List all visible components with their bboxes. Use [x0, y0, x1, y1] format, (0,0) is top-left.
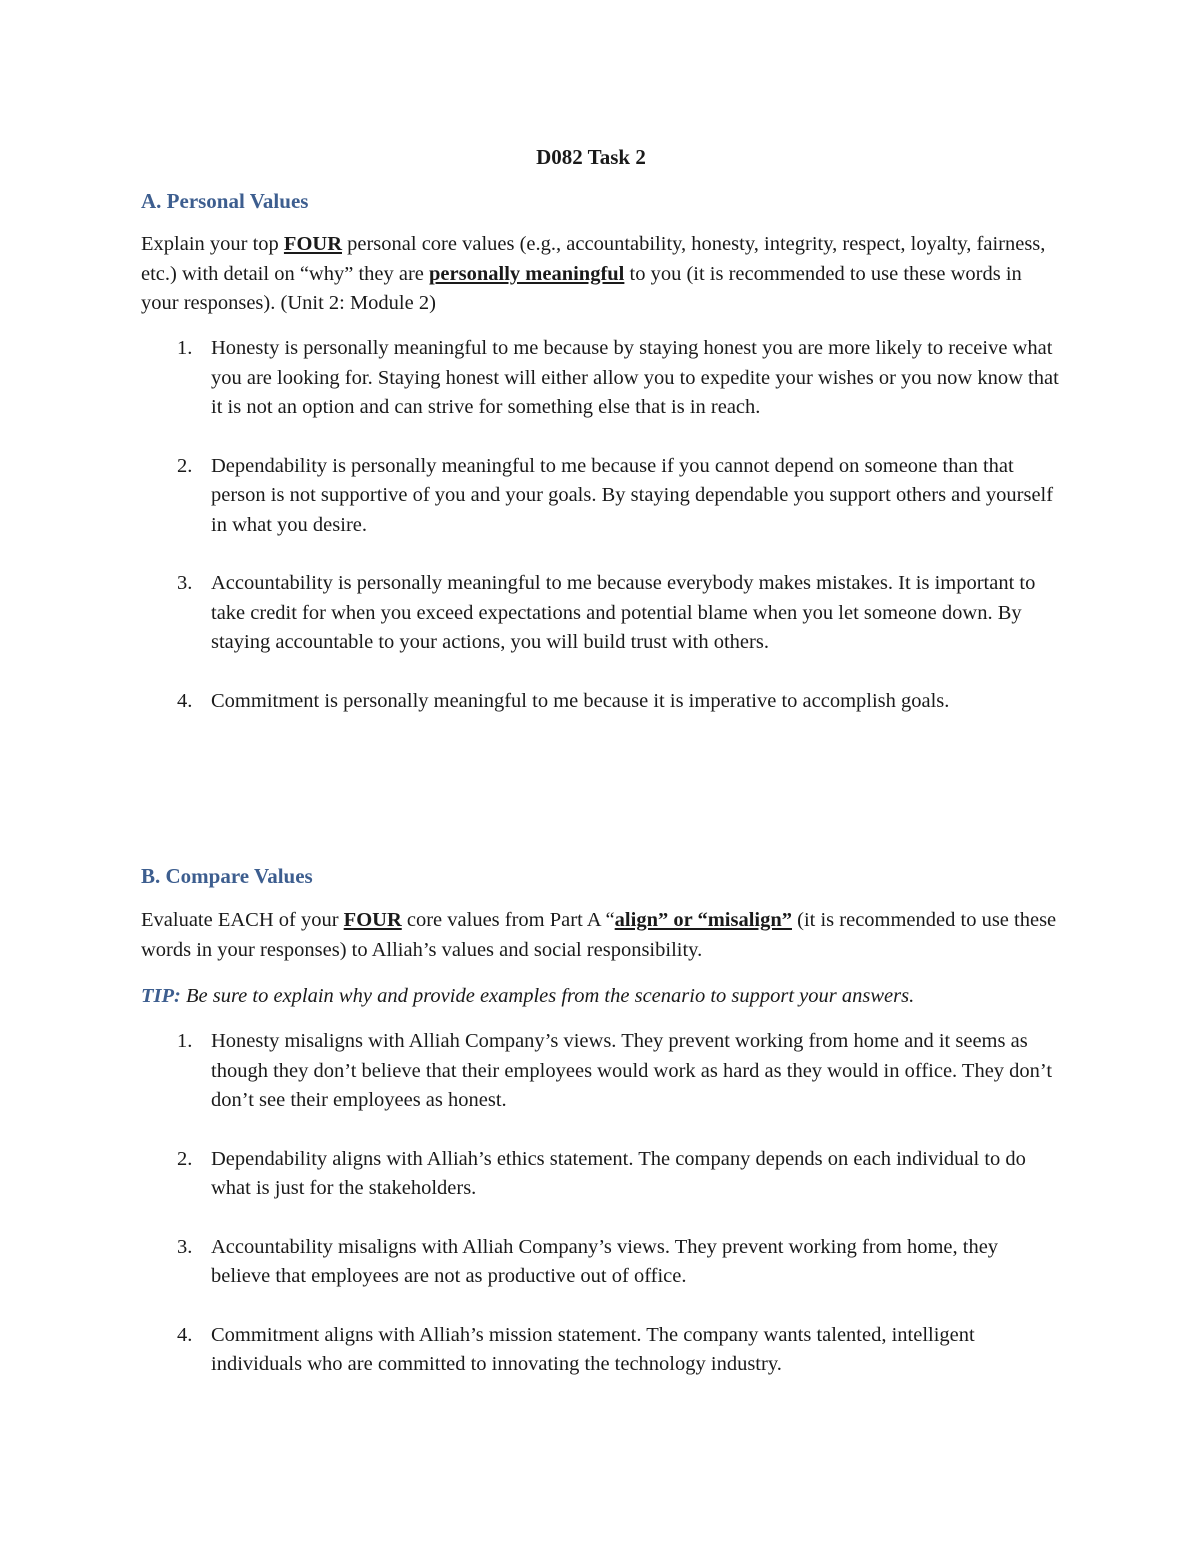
list-item	[141, 687, 1061, 717]
prompt-text: personal core values (e.g., accountability, honesty, integrity, respect, loyalty, fairness, etc.) with detail on “why” they are	[141, 233, 1046, 285]
list-item	[141, 334, 1061, 423]
answer-text: Dependability aligns with Alliah’s ethics statement. The company depends on each individual to do what is just for the stakeholders.	[211, 1147, 1026, 1199]
section-a-prompt	[141, 230, 1061, 319]
list-item	[141, 569, 1061, 658]
prompt-text: Evaluate EACH of your	[141, 909, 344, 931]
tip-text: Be sure to explain why and provide examples from the scenario to support your answers.	[180, 985, 915, 1007]
prompt-text: to you (it is recommended to use these words in your responses). (Unit 2: Module 2)	[141, 262, 1022, 314]
list-number: 2.	[177, 1147, 193, 1170]
list-number: 3.	[177, 572, 193, 594]
prompt-text: Explain your top	[141, 233, 284, 255]
list-number: 3.	[177, 1235, 193, 1258]
emphasis-align: align” or “misalign”	[614, 909, 792, 931]
tip-note	[141, 982, 1061, 1012]
list-item	[141, 1233, 1061, 1292]
section-b-heading: B. Compare Values	[141, 864, 313, 888]
emphasis-meaningful: personally meaningful	[429, 262, 625, 285]
answer-text: Accountability misaligns with Alliah Company’s views. They prevent working from home, they believe that employees are not as productive out of office.	[211, 1235, 999, 1287]
answer-text: Commitment aligns with Alliah’s mission statement. The company wants talented, intelligent individuals who are committed to innovating the technology industry.	[211, 1323, 975, 1375]
prompt-text: core values from Part A “	[401, 909, 615, 931]
list-item	[141, 1321, 1061, 1380]
section-a-answer-list	[141, 334, 1061, 745]
section-b-prompt	[141, 906, 1061, 965]
list-number: 2.	[177, 454, 193, 477]
emphasis-four: FOUR	[343, 909, 402, 931]
list-item	[141, 452, 1061, 541]
list-item	[141, 1027, 1061, 1116]
answer-text: Accountability is personally meaningful to me because everybody makes mistakes. It is important to take credit for when you exceed expectations and potential blame when you let someone down. By staying accountable to your actions, you will build trust with others.	[211, 572, 1036, 653]
list-item	[141, 1145, 1061, 1204]
list-number: 1.	[177, 1030, 193, 1052]
prompt-text: (it is recommended to use these words in your responses) to Alliah’s values and social responsibility.	[141, 909, 1057, 961]
tip-label: TIP:	[141, 985, 181, 1007]
answer-text: Honesty is personally meaningful to me because by staying honest you are more likely to receive what you are looking for. Staying honest will either allow you to expedite your wishes or you now know that it is not an option and can strive for something else that is in reach.	[211, 337, 1059, 418]
list-number: 4.	[177, 1323, 193, 1346]
document-title: D082 Task 2	[536, 145, 646, 169]
section-a-heading: A. Personal Values	[141, 189, 309, 213]
answer-text: Dependability is personally meaningful to me because if you cannot depend on someone than that person is not supportive of you and your goals. By staying dependable you support others and yourself in what you desire.	[211, 454, 1054, 536]
section-b-answer-list	[141, 1027, 1061, 1409]
emphasis-four: FOUR	[283, 233, 342, 255]
answer-text: Commitment is personally meaningful to me because it is imperative to accomplish goals.	[211, 689, 950, 712]
answer-text: Honesty misaligns with Alliah Company’s views. They prevent working from home and it seems as though they don’t believe that their employees would work as hard as they would in office. They don’t don’t see their employees as honest.	[211, 1030, 1053, 1111]
list-number: 1.	[177, 337, 193, 359]
list-number: 4.	[177, 689, 193, 712]
